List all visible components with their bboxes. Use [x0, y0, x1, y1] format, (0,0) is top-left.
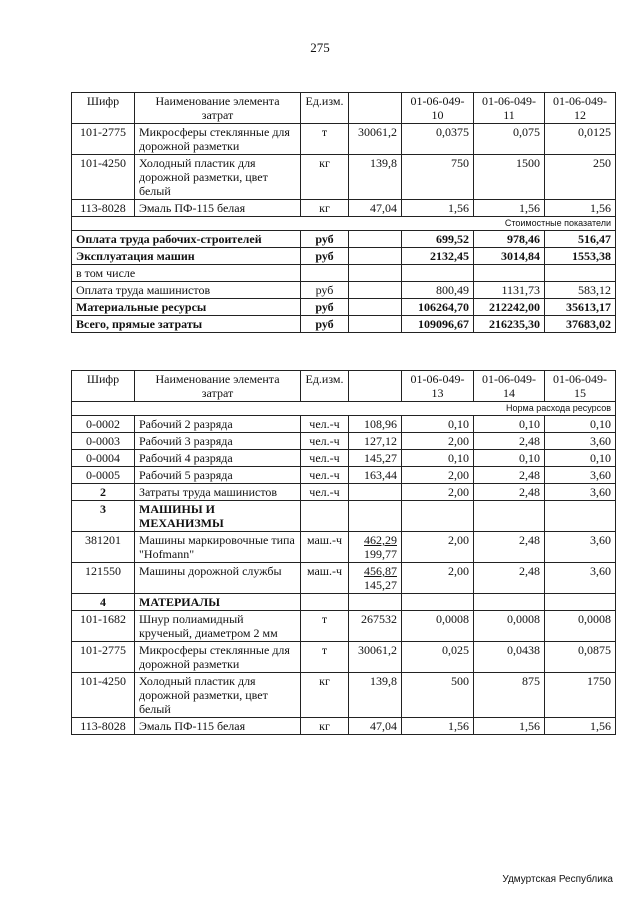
row-value-1: 0,10: [402, 450, 474, 467]
row-value-2: 0,10: [474, 450, 545, 467]
row-value-1: 2,00: [402, 433, 474, 450]
row-unit: маш.-ч: [301, 532, 349, 563]
row-unit: кг: [301, 718, 349, 735]
cost-unit: руб: [301, 231, 349, 248]
subheader-row: [72, 402, 616, 416]
row-value-2: 1500: [474, 155, 545, 200]
cost-name: Эксплуатация машин: [72, 248, 301, 265]
table-header-row: [72, 371, 616, 402]
empty-cell: [349, 316, 402, 333]
table-row: [72, 532, 616, 563]
subheader-label: Норма расхода ресурсов: [72, 402, 616, 416]
cost-value-1: 699,52: [402, 231, 474, 248]
table-row: [72, 673, 616, 718]
cost-value-1: 106264,70: [402, 299, 474, 316]
row-code: 0-0002: [72, 416, 135, 433]
cost-value-1: [402, 265, 474, 282]
table-row: [72, 155, 616, 200]
row-price: 47,04: [349, 200, 402, 217]
row-code: 113-8028: [72, 718, 135, 735]
cost-name: Оплата труда рабочих-строителей: [72, 231, 301, 248]
row-value-1: 1,56: [402, 200, 474, 217]
row-name: Затраты труда машинистов: [135, 484, 301, 501]
row-name: Машины маркировочные типа "Hofmann": [135, 532, 301, 563]
cost-row: [72, 231, 616, 248]
row-value-3: 3,60: [545, 433, 616, 450]
row-name: Холодный пластик для дорожной разметки, цвет белый: [135, 155, 301, 200]
row-value-1: 0,0375: [402, 124, 474, 155]
row-unit: кг: [301, 200, 349, 217]
row-value-2: 2,48: [474, 433, 545, 450]
header-col2: 01-06-049-11: [474, 93, 545, 124]
empty-cell: [402, 501, 474, 532]
row-value-2: 0,0008: [474, 611, 545, 642]
table-row: [72, 450, 616, 467]
row-code: 381201: [72, 532, 135, 563]
cost-value-3: 1553,38: [545, 248, 616, 265]
empty-cell: [545, 501, 616, 532]
cost-value-2: 216235,30: [474, 316, 545, 333]
cost-value-3: [545, 265, 616, 282]
resource-table-2-body: [72, 371, 616, 735]
row-value-3: 3,60: [545, 467, 616, 484]
row-value-1: 0,025: [402, 642, 474, 673]
cost-value-3: 37683,02: [545, 316, 616, 333]
header-col1: 01-06-049-13: [402, 371, 474, 402]
row-unit: маш.-ч: [301, 563, 349, 594]
cost-value-1: 109096,67: [402, 316, 474, 333]
row-value-3: 1750: [545, 673, 616, 718]
row-value-3: 0,0875: [545, 642, 616, 673]
machinist-row: [72, 484, 616, 501]
row-code: 101-1682: [72, 611, 135, 642]
row-code: 101-2775: [72, 124, 135, 155]
row-name: Микросферы стеклянные для дорожной разметки: [135, 642, 301, 673]
row-code: 101-4250: [72, 155, 135, 200]
empty-cell: [349, 299, 402, 316]
table-row: [72, 200, 616, 217]
row-value-1: 2,00: [402, 467, 474, 484]
cost-value-2: 212242,00: [474, 299, 545, 316]
row-name: Шнур полиамидный крученый, диаметром 2 мм: [135, 611, 301, 642]
resource-table-2: [71, 370, 616, 735]
row-name: Холодный пластик для дорожной разметки, цвет белый: [135, 673, 301, 718]
row-value-2: 0,10: [474, 416, 545, 433]
empty-cell: [349, 231, 402, 248]
cost-value-3: 516,47: [545, 231, 616, 248]
cost-value-2: 978,46: [474, 231, 545, 248]
section-code: 3: [72, 501, 135, 532]
footer-region: Удмуртская Республика: [502, 874, 613, 885]
section-title: МАШИНЫ И МЕХАНИЗМЫ: [135, 501, 301, 532]
subheader-label: Стоимостные показатели: [72, 217, 616, 231]
empty-cell: [349, 484, 402, 501]
section-row: [72, 501, 616, 532]
row-value-2: 0,075: [474, 124, 545, 155]
row-unit: т: [301, 124, 349, 155]
cost-value-2: [474, 265, 545, 282]
row-code: 121550: [72, 563, 135, 594]
cost-value-1: 800,49: [402, 282, 474, 299]
cost-unit: руб: [301, 248, 349, 265]
row-code: 0-0005: [72, 467, 135, 484]
row-value-3: 1,56: [545, 200, 616, 217]
row-price: 30061,2: [349, 642, 402, 673]
row-value-1: 2,00: [402, 484, 474, 501]
row-value-2: 2,48: [474, 467, 545, 484]
cost-row: [72, 282, 616, 299]
row-value-2: 2,48: [474, 484, 545, 501]
row-value-1: 0,10: [402, 416, 474, 433]
empty-cell: [402, 594, 474, 611]
row-name: Эмаль ПФ-115 белая: [135, 200, 301, 217]
row-price: 108,96: [349, 416, 402, 433]
header-col3: 01-06-049-15: [545, 371, 616, 402]
row-unit: т: [301, 642, 349, 673]
header-code: Шифр: [72, 93, 135, 124]
row-price: [349, 532, 402, 563]
table-row: [72, 642, 616, 673]
table-row: [72, 124, 616, 155]
table-row: [72, 467, 616, 484]
row-value-1: 2,00: [402, 563, 474, 594]
row-value-1: 1,56: [402, 718, 474, 735]
row-name: Микросферы стеклянные для дорожной разметки: [135, 124, 301, 155]
header-name: Наименование элемента затрат: [135, 93, 301, 124]
cost-row: [72, 265, 616, 282]
row-code: 101-4250: [72, 673, 135, 718]
section-code: 4: [72, 594, 135, 611]
row-price: 127,12: [349, 433, 402, 450]
row-unit: кг: [301, 155, 349, 200]
table-row: [72, 718, 616, 735]
cost-unit: [301, 265, 349, 282]
cost-value-2: 1131,73: [474, 282, 545, 299]
table-row: [72, 433, 616, 450]
row-value-2: 2,48: [474, 563, 545, 594]
cost-name: Всего, прямые затраты: [72, 316, 301, 333]
cost-value-1: 2132,45: [402, 248, 474, 265]
price-main: 462,29: [364, 533, 397, 547]
row-value-2: 1,56: [474, 718, 545, 735]
page-number: 275: [310, 40, 330, 55]
section-row: [72, 594, 616, 611]
empty-cell: [349, 282, 402, 299]
row-unit: чел.-ч: [301, 433, 349, 450]
empty-cell: [349, 248, 402, 265]
empty-cell: [349, 265, 402, 282]
row-value-2: 875: [474, 673, 545, 718]
cost-value-2: 3014,84: [474, 248, 545, 265]
header-col3: 01-06-049-12: [545, 93, 616, 124]
table-row: [72, 416, 616, 433]
empty-cell: [545, 594, 616, 611]
row-price: 163,44: [349, 467, 402, 484]
empty-cell: [474, 501, 545, 532]
header-name: Наименование элемента затрат: [135, 371, 301, 402]
header-unit: Ед.изм.: [301, 371, 349, 402]
resource-table-1-body: [72, 93, 616, 333]
header-unit: Ед.изм.: [301, 93, 349, 124]
row-price: 139,8: [349, 673, 402, 718]
row-value-1: 500: [402, 673, 474, 718]
row-name: Машины дорожной службы: [135, 563, 301, 594]
cost-value-3: 583,12: [545, 282, 616, 299]
cost-row: [72, 316, 616, 333]
row-code: 2: [72, 484, 135, 501]
row-value-1: 750: [402, 155, 474, 200]
cost-row: [72, 299, 616, 316]
row-value-1: 2,00: [402, 532, 474, 563]
row-code: 0-0003: [72, 433, 135, 450]
row-name: Эмаль ПФ-115 белая: [135, 718, 301, 735]
row-value-3: 3,60: [545, 484, 616, 501]
header-price: [349, 93, 402, 124]
empty-cell: [301, 594, 349, 611]
row-name: Рабочий 3 разряда: [135, 433, 301, 450]
cost-name: в том числе: [72, 265, 301, 282]
price-secondary: 199,77: [364, 547, 397, 561]
row-price: 267532: [349, 611, 402, 642]
row-value-3: 0,0125: [545, 124, 616, 155]
row-price: 47,04: [349, 718, 402, 735]
cost-unit: руб: [301, 316, 349, 333]
section-title: МАТЕРИАЛЫ: [135, 594, 301, 611]
row-price: [349, 563, 402, 594]
row-value-1: 0,0008: [402, 611, 474, 642]
row-value-2: 2,48: [474, 532, 545, 563]
price-main: 456,87: [364, 564, 397, 578]
row-value-3: 250: [545, 155, 616, 200]
row-name: Рабочий 4 разряда: [135, 450, 301, 467]
row-unit: чел.-ч: [301, 484, 349, 501]
resource-table-1: [71, 92, 616, 333]
row-value-3: 1,56: [545, 718, 616, 735]
subheader-row: [72, 217, 616, 231]
row-value-3: 0,10: [545, 450, 616, 467]
row-unit: чел.-ч: [301, 450, 349, 467]
row-value-2: 0,0438: [474, 642, 545, 673]
empty-cell: [474, 594, 545, 611]
empty-cell: [349, 594, 402, 611]
row-value-3: 3,60: [545, 563, 616, 594]
row-value-2: 1,56: [474, 200, 545, 217]
row-value-3: 3,60: [545, 532, 616, 563]
cost-row: [72, 248, 616, 265]
empty-cell: [349, 501, 402, 532]
row-value-3: 0,10: [545, 416, 616, 433]
row-code: 101-2775: [72, 642, 135, 673]
row-unit: кг: [301, 673, 349, 718]
cost-name: Оплата труда машинистов: [72, 282, 301, 299]
cost-unit: руб: [301, 299, 349, 316]
empty-cell: [301, 501, 349, 532]
price-secondary: 145,27: [364, 578, 397, 592]
row-name: Рабочий 2 разряда: [135, 416, 301, 433]
table-row: [72, 563, 616, 594]
cost-name: Материальные ресурсы: [72, 299, 301, 316]
row-unit: т: [301, 611, 349, 642]
table-row: [72, 611, 616, 642]
header-col2: 01-06-049-14: [474, 371, 545, 402]
cost-unit: руб: [301, 282, 349, 299]
row-name: Рабочий 5 разряда: [135, 467, 301, 484]
row-code: 113-8028: [72, 200, 135, 217]
row-price: 145,27: [349, 450, 402, 467]
row-code: 0-0004: [72, 450, 135, 467]
row-price: 139,8: [349, 155, 402, 200]
cost-value-3: 35613,17: [545, 299, 616, 316]
row-value-3: 0,0008: [545, 611, 616, 642]
header-price: [349, 371, 402, 402]
table-header-row: [72, 93, 616, 124]
row-price: 30061,2: [349, 124, 402, 155]
header-col1: 01-06-049-10: [402, 93, 474, 124]
row-unit: чел.-ч: [301, 416, 349, 433]
row-unit: чел.-ч: [301, 467, 349, 484]
header-code: Шифр: [72, 371, 135, 402]
